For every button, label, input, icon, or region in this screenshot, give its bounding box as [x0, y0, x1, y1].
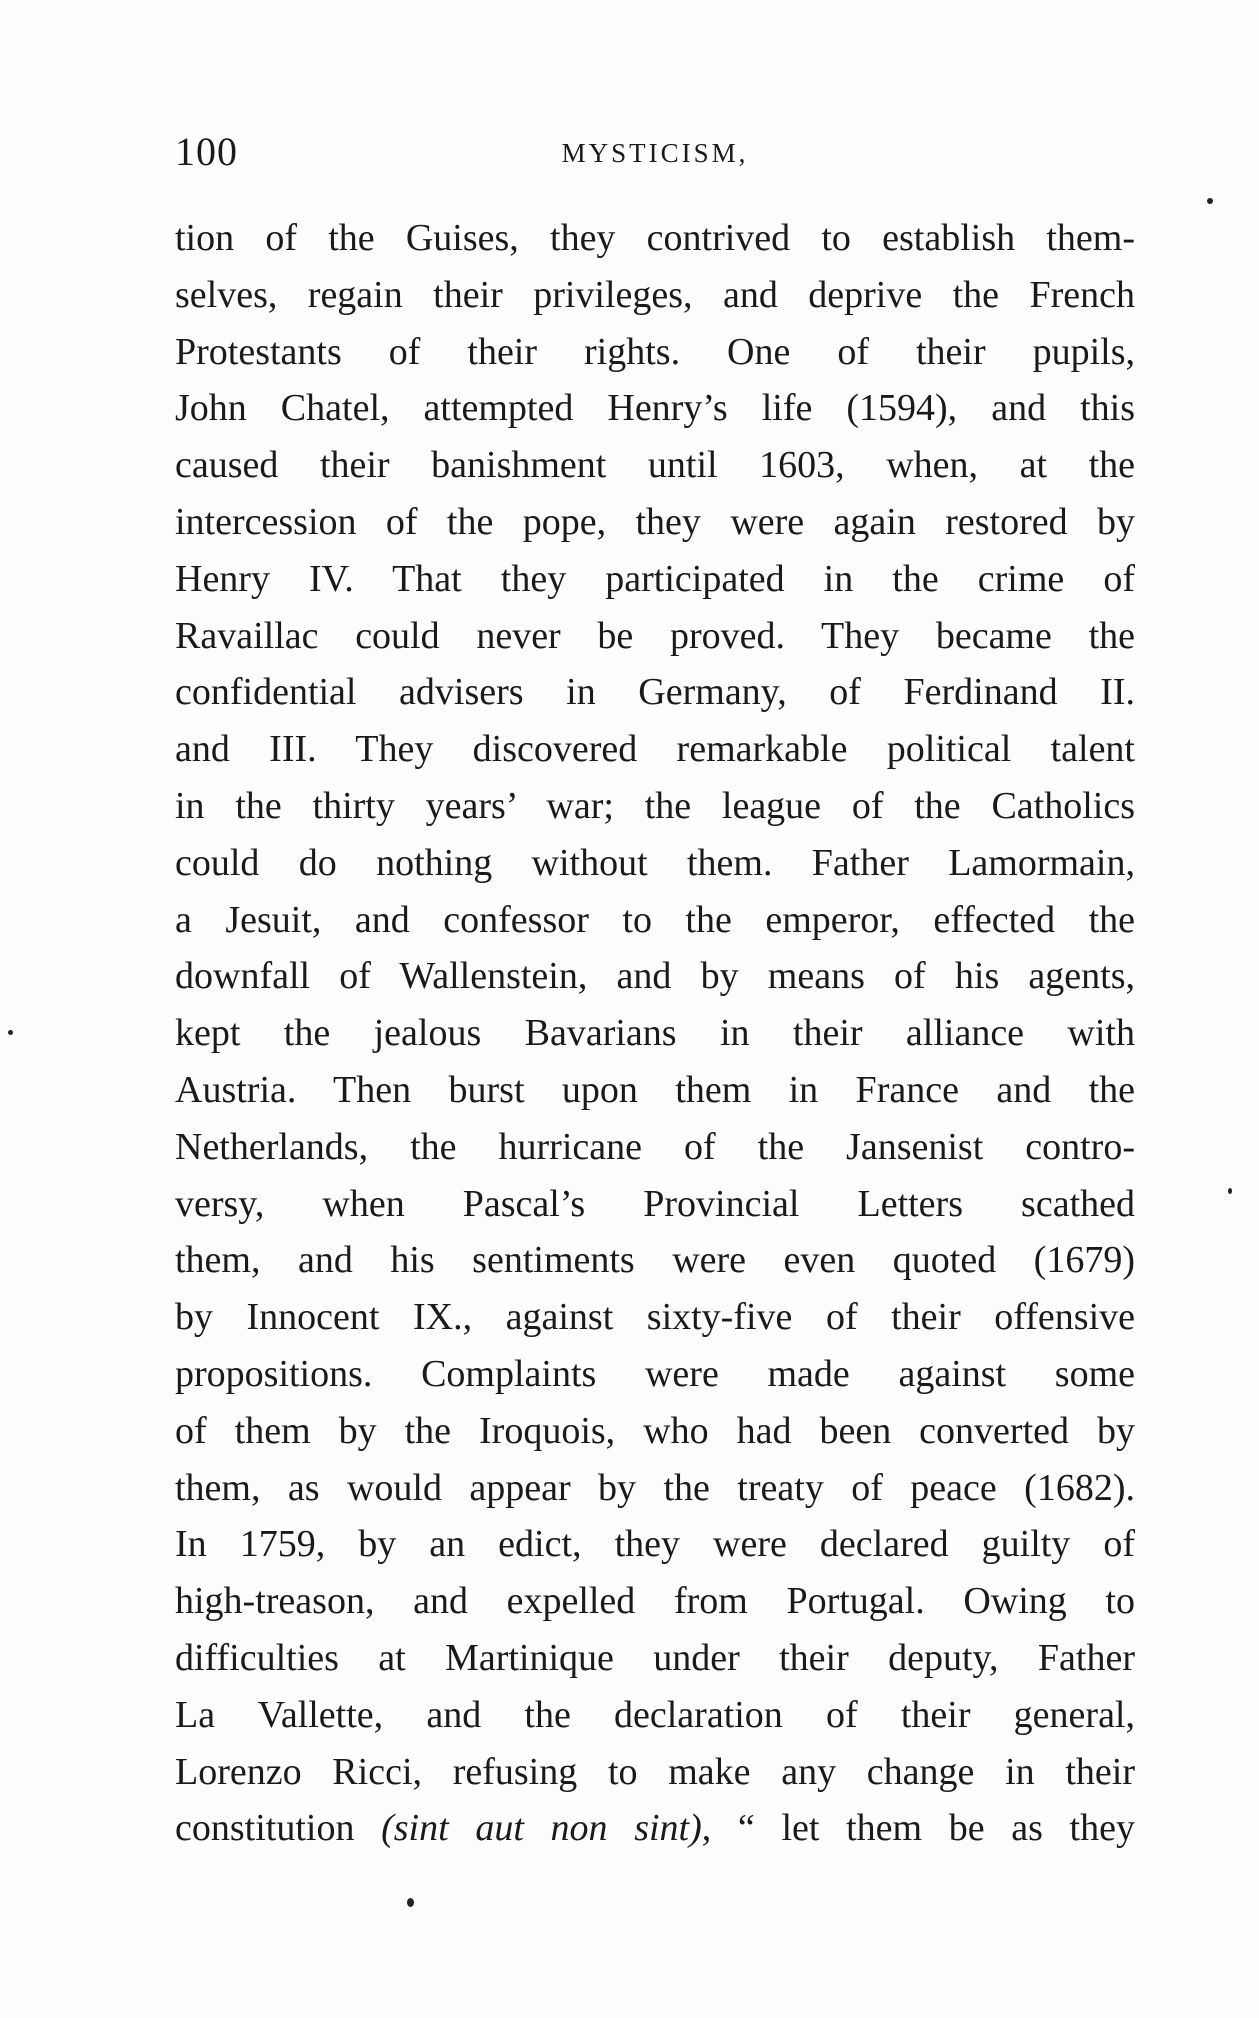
ink-speck [407, 1898, 414, 1907]
text-line: downfall of Wallenstein, and by means of his agents, [175, 955, 1135, 998]
text-line: propositions. Complaints were made against some [175, 1352, 1135, 1395]
text-line: and III. They discovered remarkable political talent [175, 728, 1135, 771]
text-line: intercession of the pope, they were again restored by [175, 500, 1135, 543]
last-line-before: constitution [175, 1807, 382, 1850]
text-line: could do nothing without them. Father Lamormain, [175, 841, 1135, 884]
text-line: them, and his sentiments were even quoted (1679) [175, 1239, 1135, 1282]
text-line: high-treason, and expelled from Portugal. Owing to [175, 1580, 1135, 1623]
text-line: of them by the Iroquois, who had been converted by [175, 1409, 1135, 1452]
text-line: In 1759, by an edict, they were declared guilty of [175, 1523, 1135, 1566]
last-line-after: , “ let them be as they [701, 1807, 1135, 1850]
text-line: Ravaillac could never be proved. They became the [175, 614, 1135, 657]
text-line: versy, when Pascal’s Provincial Letters scathed [175, 1182, 1135, 1225]
text-line: Protestants of their rights. One of their pupils, [175, 330, 1135, 373]
text-line: a Jesuit, and confessor to the emperor, effected the [175, 898, 1135, 941]
text-line: Henry IV. That they participated in the crime of [175, 557, 1135, 600]
text-line: kept the jealous Bavarians in their alliance with [175, 1012, 1135, 1055]
text-line: La Vallette, and the declaration of their general, [175, 1693, 1135, 1736]
text-line: tion of the Guises, they contrived to establish them- [175, 217, 1135, 259]
text-line: in the thirty years’ war; the league of the Catholics [175, 784, 1135, 827]
page-header [175, 128, 1135, 178]
ink-speck [8, 1030, 13, 1035]
ink-speck [1228, 1188, 1232, 1194]
text-line: caused their banishment until 1603, when, at the [175, 444, 1135, 487]
text-line: Netherlands, the hurricane of the Jansenist contro- [175, 1125, 1135, 1168]
text-line: selves, regain their privileges, and deprive the French [175, 273, 1135, 316]
text-line: by Innocent IX., against sixty-five of their offensive [175, 1296, 1135, 1339]
latin-phrase: (sint aut non sint) [381, 1807, 702, 1850]
text-line: Austria. Then burst upon them in France and the [175, 1068, 1135, 1111]
text-line: Lorenzo Ricci, refusing to make any change in their [175, 1750, 1135, 1793]
text-line: them, as would appear by the treaty of peace (1682). [175, 1466, 1135, 1509]
text-line: John Chatel, attempted Henry’s life (1594), and this [175, 387, 1135, 430]
body-text [175, 210, 1135, 1857]
text-line: confidential advisers in Germany, of Ferdinand II. [175, 671, 1135, 714]
ink-speck [1207, 198, 1213, 204]
text-line-last [175, 1800, 1135, 1857]
text-line: difficulties at Martinique under their deputy, Father [175, 1636, 1135, 1679]
running-head: MYSTICISM, [561, 138, 749, 168]
page-number: 100 [175, 129, 238, 174]
